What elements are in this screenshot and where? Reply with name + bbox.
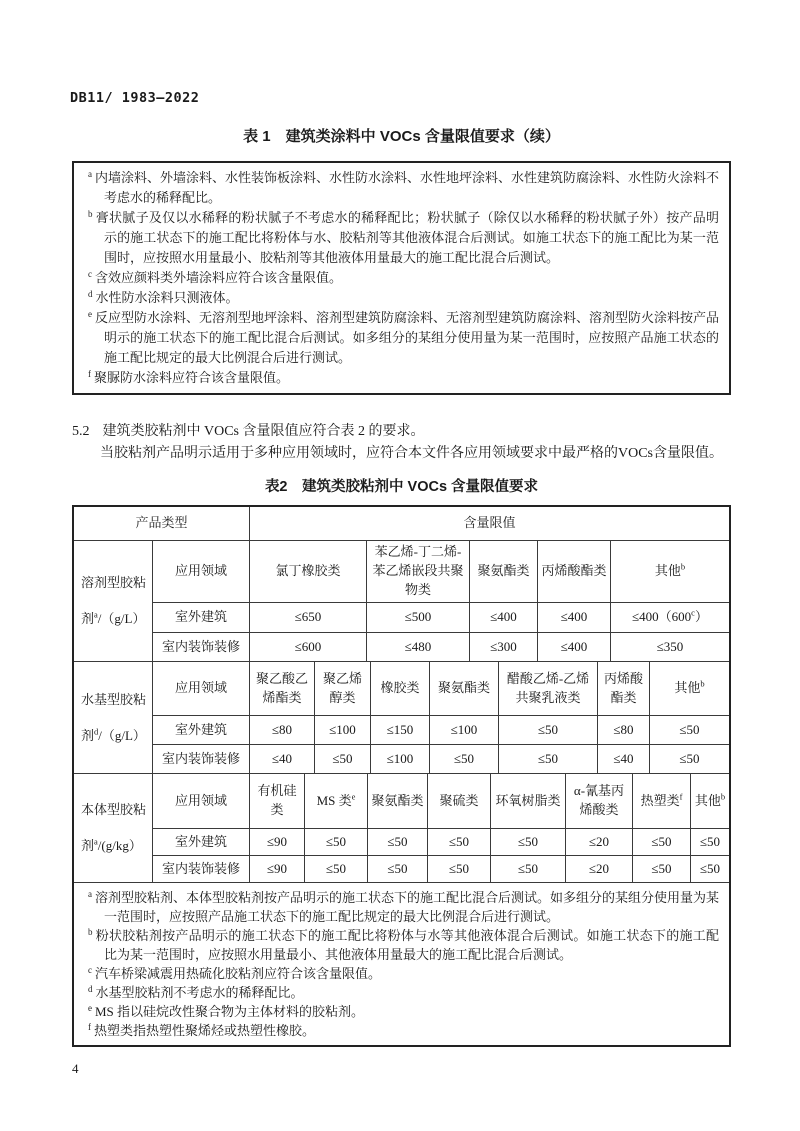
- value-cell: ≤50: [649, 715, 729, 744]
- value-cell: ≤50: [649, 744, 729, 773]
- value-cell: ≤50: [367, 828, 427, 855]
- value-cell: ≤480: [366, 632, 469, 661]
- column-header: 有机硅类: [249, 773, 304, 828]
- note-text: 聚脲防水涂料应符合该含量限值。: [94, 370, 290, 385]
- column-header: 聚乙烯醇类: [314, 661, 370, 715]
- value-cell: ≤50: [427, 855, 490, 882]
- column-header: α-氰基丙烯酸类: [565, 773, 632, 828]
- note-superscript: b: [88, 208, 93, 219]
- value-cell: ≤600: [249, 632, 366, 661]
- note-superscript: f: [88, 1021, 91, 1032]
- value-cell: ≤50: [429, 744, 498, 773]
- value-cell: ≤400: [537, 602, 610, 632]
- value-cell: ≤100: [370, 744, 429, 773]
- value-cell: ≤50: [498, 744, 597, 773]
- row-label-outdoor: 室外建筑: [152, 715, 249, 744]
- header-cell-app-field: 应用领域: [152, 540, 249, 602]
- value-cell: ≤100: [314, 715, 370, 744]
- value-cell: ≤100: [429, 715, 498, 744]
- value-cell: ≤50: [490, 855, 565, 882]
- column-header: 聚氨酯类: [367, 773, 427, 828]
- header-cell-app-field: 应用领域: [152, 661, 249, 715]
- column-header: 热塑类$^f$: [632, 773, 690, 828]
- column-header: 氯丁橡胶类: [249, 540, 366, 602]
- table2-note: [88, 983, 719, 1002]
- note-text: 粉状胶粘剂按产品明示的施工状态下的施工配比将粉体与水等其他液体混合后测试。如施工状态下的施工配比为某一范围时，应按照水用量最小、其他液体用量最大的施工配比混合后测试。: [95, 928, 719, 962]
- value-cell: ≤20: [565, 828, 632, 855]
- clause-text: 建筑类胶粘剂中 VOCs 含量限值应符合表 2 的要求。: [102, 424, 425, 439]
- column-header: 聚乙酸乙烯酯类: [249, 661, 314, 715]
- value-cell: ≤150: [370, 715, 429, 744]
- clause-number: 5.2: [72, 424, 90, 439]
- section-label-cell: 本体型胶粘剂$^a$/(g/kg）: [74, 773, 152, 882]
- value-cell: ≤50: [690, 828, 729, 855]
- value-cell: ≤50: [632, 855, 690, 882]
- table2-section-solvent: [74, 540, 729, 661]
- note-text: 含效应颜料类外墙涂料应符合该含量限值。: [95, 270, 343, 285]
- column-header: 聚硫类: [427, 773, 490, 828]
- table1-note: [88, 268, 719, 288]
- column-header: MS 类$^e$: [304, 773, 367, 828]
- note-superscript: e: [88, 308, 92, 319]
- value-cell: ≤350: [610, 632, 729, 661]
- table2-note: [88, 1021, 719, 1040]
- value-cell: ≤40: [597, 744, 649, 773]
- value-cell: ≤20: [565, 855, 632, 882]
- column-header: 醋酸乙烯-乙烯共聚乳液类: [498, 661, 597, 715]
- note-superscript: a: [88, 168, 92, 179]
- value-cell: ≤80: [249, 715, 314, 744]
- column-header: 丙烯酸酯类: [537, 540, 610, 602]
- column-header: 环氧树脂类: [490, 773, 565, 828]
- column-header: 丙烯酸酯类: [597, 661, 649, 715]
- clause-5-2: [72, 421, 731, 465]
- value-cell: ≤90: [249, 855, 304, 882]
- value-cell: ≤50: [690, 855, 729, 882]
- table1-note: [88, 368, 719, 388]
- table2-note: [88, 964, 719, 983]
- table2-note: [88, 1002, 719, 1021]
- page-number: 4: [72, 1061, 79, 1076]
- table1-note: [88, 168, 719, 208]
- note-text: MS 指以硅烷改性聚合物为主体材料的胶粘剂。: [95, 1004, 365, 1019]
- value-cell: $\le 400(600^c)$: [610, 602, 729, 632]
- note-superscript: a: [88, 888, 92, 899]
- note-text: 内墙涂料、外墙涂料、水性装饰板涂料、水性防水涂料、水性地坪涂料、水性建筑防腐涂料、水性防火涂料不考虑水的稀释配比。: [95, 170, 720, 205]
- value-cell: ≤50: [632, 828, 690, 855]
- value-cell: ≤50: [498, 715, 597, 744]
- row-label-indoor: 室内装饰装修: [152, 744, 249, 773]
- column-header: 橡胶类: [370, 661, 429, 715]
- value-cell: ≤50: [314, 744, 370, 773]
- note-text: 溶剂型胶粘剂、本体型胶粘剂按产品明示的施工状态下的施工配比混合后测试。如多组分的某组分使用量为某一范围时，应按照产品施工状态下的施工配比规定的最大比例混合后进行测试。: [95, 890, 720, 924]
- note-text: 膏状腻子及仅以水稀释的粉状腻子不考虑水的稀释配比；粉状腻子（除仅以水稀释的粉状腻子外）按产品明示的施工状态下的施工配比将粉体与水、胶粘剂等其他液体混合后测试。如施工状态下的施工配比为某一范围时，应按照水用量最小、胶粘剂等其他液体用量最大的施工配比混合后测试。: [95, 210, 719, 265]
- value-cell: ≤400: [537, 632, 610, 661]
- value-cell: ≤50: [490, 828, 565, 855]
- table1-note: [88, 308, 719, 368]
- value-cell: ≤50: [304, 855, 367, 882]
- table1-title: 表 1 建筑类涂料中 VOCs 含量限值要求（续）: [243, 128, 560, 145]
- column-header: 其他$^b$: [690, 773, 729, 828]
- value-cell: ≤50: [367, 855, 427, 882]
- table2-notes: [74, 882, 729, 1045]
- table2: [72, 505, 731, 1047]
- note-superscript: f: [88, 368, 91, 379]
- clause-line-2: 当胶粘剂产品明示适用于多种应用领域时，应符合本文件各应用领域要求中最严格的VOCs含量限值。: [100, 446, 724, 461]
- value-cell: ≤300: [469, 632, 537, 661]
- header-cell-content-limit: 含量限值: [249, 507, 729, 540]
- table1-note: [88, 208, 719, 268]
- note-text: 热塑类指热塑性聚烯烃或热塑性橡胶。: [94, 1023, 316, 1038]
- column-header: 苯乙烯-丁二烯-苯乙烯嵌段共聚物类: [366, 540, 469, 602]
- value-cell: ≤400: [469, 602, 537, 632]
- section-label-cell: 溶剂型胶粘剂$^a$/（g/L）: [74, 540, 152, 661]
- value-cell: ≤500: [366, 602, 469, 632]
- row-label-outdoor: 室外建筑: [152, 828, 249, 855]
- header-cell-app-field: 应用领域: [152, 773, 249, 828]
- note-superscript: c: [88, 268, 92, 279]
- value-cell: ≤80: [597, 715, 649, 744]
- table1-note: [88, 288, 719, 308]
- table2-section-waterbased: [74, 661, 729, 773]
- table2-section-bodytype: [74, 773, 729, 882]
- row-label-outdoor: 室外建筑: [152, 602, 249, 632]
- note-superscript: c: [88, 964, 92, 975]
- table2-title: 表2 建筑类胶粘剂中 VOCs 含量限值要求: [264, 479, 539, 495]
- header-cell-product-type: 产品类型: [135, 515, 188, 531]
- column-header: 聚氨酯类: [429, 661, 498, 715]
- value-cell: ≤650: [249, 602, 366, 632]
- row-label-indoor: 室内装饰装修: [152, 632, 249, 661]
- note-text: 水基型胶粘剂不考虑水的稀释配比。: [95, 985, 304, 1000]
- column-header: 聚氨酯类: [469, 540, 537, 602]
- value-cell: ≤40: [249, 744, 314, 773]
- value-cell: ≤50: [304, 828, 367, 855]
- table2-header-row: [74, 507, 729, 540]
- row-label-indoor: 室内装饰装修: [152, 855, 249, 882]
- note-text: 汽车桥梁减震用热硫化胶粘剂应符合该含量限值。: [95, 966, 382, 981]
- column-header: 其他$^b$: [649, 661, 729, 715]
- note-superscript: b: [88, 926, 93, 937]
- table2-note: [88, 888, 719, 926]
- note-superscript: e: [88, 1002, 92, 1013]
- value-cell: ≤50: [427, 828, 490, 855]
- clause-line-1: [72, 421, 731, 443]
- table1-notes-box: [72, 161, 731, 395]
- section-label-cell: 水基型胶粘剂$^d$/（g/L）: [74, 661, 152, 773]
- note-superscript: d: [88, 288, 93, 299]
- document-number: DB11/ 1983—2022: [70, 90, 200, 106]
- table2-note: [88, 926, 719, 964]
- note-superscript: d: [88, 983, 93, 994]
- column-header: 其他$^b$: [610, 540, 729, 602]
- note-text: 水性防水涂料只测液体。: [95, 290, 239, 305]
- note-text: 反应型防水涂料、无溶剂型地坪涂料、溶剂型建筑防腐涂料、无溶剂型建筑防腐涂料、溶剂型防火涂料按产品明示的施工状态下的施工配比混合后测试。如多组分的某组分使用量为某一范围时，应按照产品施工状态的施工配比规定的最大比例混合后进行测试。: [95, 310, 720, 365]
- value-cell: ≤90: [249, 828, 304, 855]
